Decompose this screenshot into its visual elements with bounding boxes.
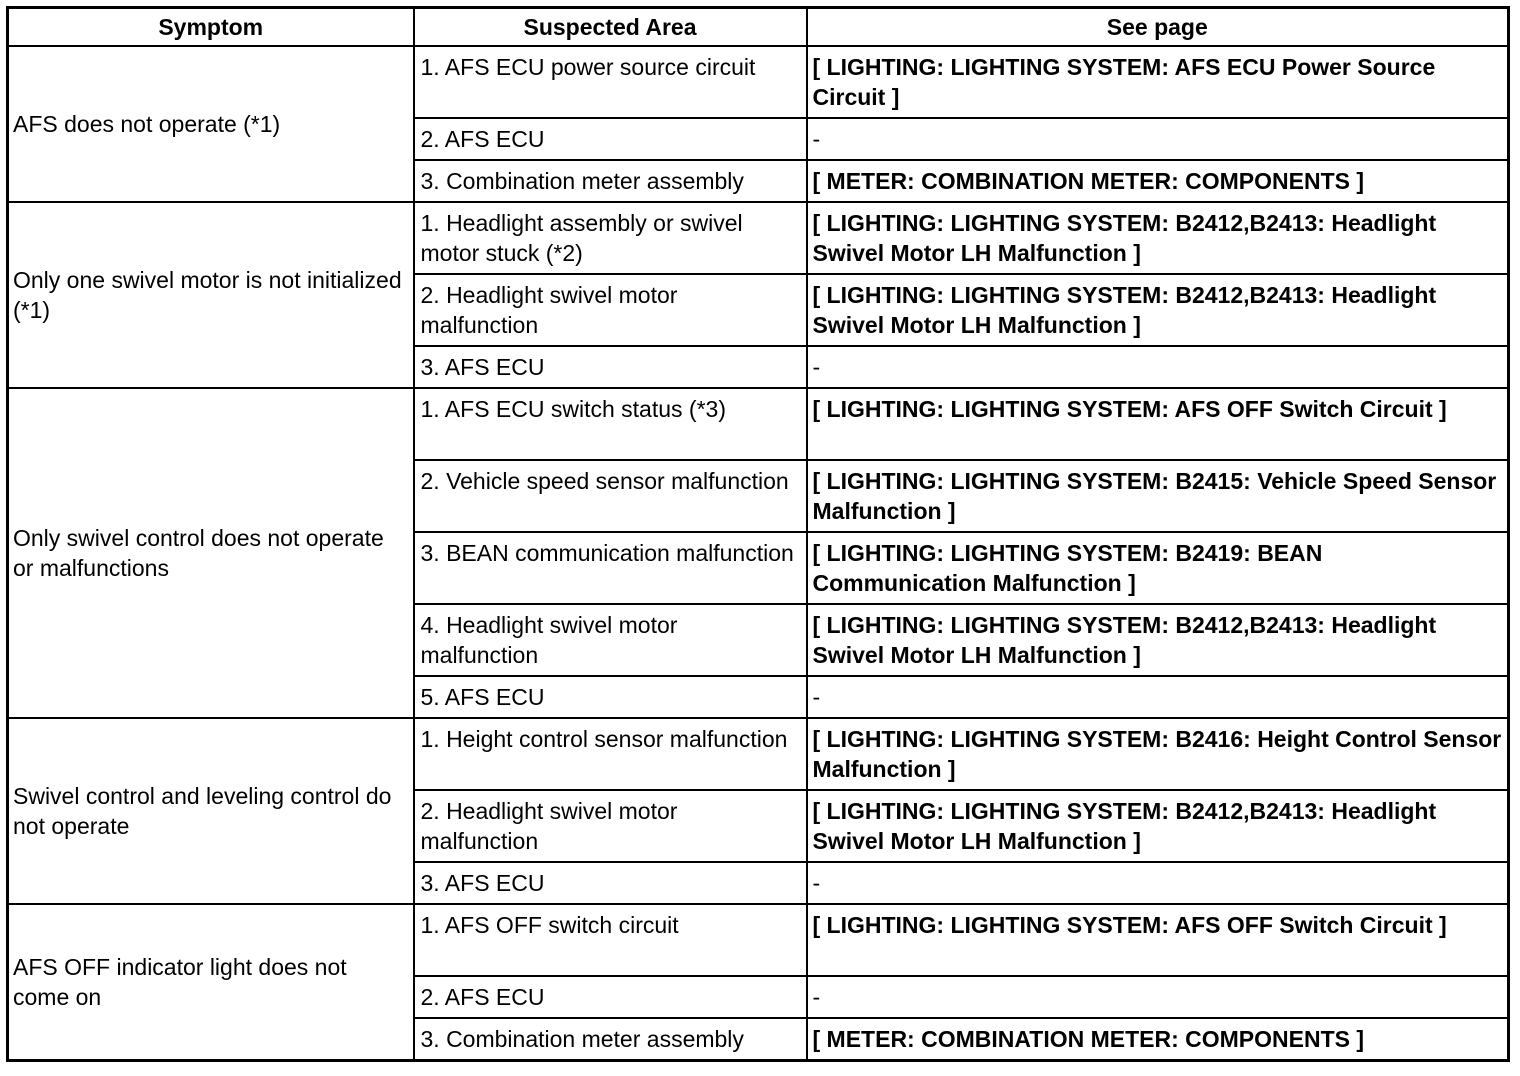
header-see-page: See page bbox=[807, 8, 1509, 47]
see-page-empty: - bbox=[807, 118, 1509, 160]
suspected-area-cell: 3. BEAN communication malfunction bbox=[414, 532, 807, 604]
suspected-area-cell: 2. AFS ECU bbox=[414, 976, 807, 1018]
symptom-cell: Swivel control and leveling control do not operate bbox=[8, 718, 414, 904]
table-header-row bbox=[8, 8, 1509, 47]
document-page bbox=[6, 6, 1507, 1062]
suspected-area-cell: 4. Headlight swivel motor malfunction bbox=[414, 604, 807, 676]
suspected-area-cell: 2. Headlight swivel motor malfunction bbox=[414, 274, 807, 346]
table-row bbox=[8, 904, 1509, 976]
see-page-link[interactable]: [ LIGHTING: LIGHTING SYSTEM: B2412,B2413: Headlight Swivel Motor LH Malfunction ] bbox=[807, 274, 1509, 346]
symptom-cell: AFS does not operate (*1) bbox=[8, 46, 414, 202]
see-page-link[interactable]: [ METER: COMBINATION METER: COMPONENTS ] bbox=[807, 1018, 1509, 1061]
suspected-area-cell: 3. Combination meter assembly bbox=[414, 160, 807, 202]
see-page-link[interactable]: [ LIGHTING: LIGHTING SYSTEM: B2416: Height Control Sensor Malfunction ] bbox=[807, 718, 1509, 790]
suspected-area-cell: 1. AFS ECU switch status (*3) bbox=[414, 388, 807, 460]
suspected-area-cell: 1. AFS OFF switch circuit bbox=[414, 904, 807, 976]
symptom-cell: AFS OFF indicator light does not come on bbox=[8, 904, 414, 1061]
suspected-area-cell: 3. AFS ECU bbox=[414, 862, 807, 904]
suspected-area-cell: 2. Headlight swivel motor malfunction bbox=[414, 790, 807, 862]
suspected-area-cell: 1. Height control sensor malfunction bbox=[414, 718, 807, 790]
suspected-area-cell: 1. AFS ECU power source circuit bbox=[414, 46, 807, 118]
suspected-area-cell: 3. AFS ECU bbox=[414, 346, 807, 388]
see-page-empty: - bbox=[807, 862, 1509, 904]
suspected-area-cell: 2. AFS ECU bbox=[414, 118, 807, 160]
see-page-link[interactable]: [ LIGHTING: LIGHTING SYSTEM: AFS OFF Switch Circuit ] bbox=[807, 388, 1509, 460]
see-page-link[interactable]: [ LIGHTING: LIGHTING SYSTEM: B2419: BEAN Communication Malfunction ] bbox=[807, 532, 1509, 604]
table-row bbox=[8, 718, 1509, 790]
suspected-area-cell: 1. Headlight assembly or swivel motor stuck (*2) bbox=[414, 202, 807, 274]
see-page-link[interactable]: [ LIGHTING: LIGHTING SYSTEM: AFS OFF Switch Circuit ] bbox=[807, 904, 1509, 976]
see-page-empty: - bbox=[807, 976, 1509, 1018]
header-suspected-area: Suspected Area bbox=[414, 8, 807, 47]
symptom-cell: Only swivel control does not operate or malfunctions bbox=[8, 388, 414, 718]
header-symptom: Symptom bbox=[8, 8, 414, 47]
see-page-link[interactable]: [ LIGHTING: LIGHTING SYSTEM: B2412,B2413: Headlight Swivel Motor LH Malfunction ] bbox=[807, 790, 1509, 862]
suspected-area-cell: 5. AFS ECU bbox=[414, 676, 807, 718]
see-page-link[interactable]: [ LIGHTING: LIGHTING SYSTEM: B2412,B2413: Headlight Swivel Motor LH Malfunction ] bbox=[807, 202, 1509, 274]
table-row bbox=[8, 202, 1509, 274]
see-page-link[interactable]: [ LIGHTING: LIGHTING SYSTEM: AFS ECU Power Source Circuit ] bbox=[807, 46, 1509, 118]
see-page-empty: - bbox=[807, 676, 1509, 718]
table-row bbox=[8, 46, 1509, 118]
see-page-link[interactable]: [ LIGHTING: LIGHTING SYSTEM: B2415: Vehicle Speed Sensor Malfunction ] bbox=[807, 460, 1509, 532]
suspected-area-cell: 2. Vehicle speed sensor malfunction bbox=[414, 460, 807, 532]
problem-symptoms-table bbox=[6, 6, 1510, 1062]
see-page-link[interactable]: [ METER: COMBINATION METER: COMPONENTS ] bbox=[807, 160, 1509, 202]
see-page-empty: - bbox=[807, 346, 1509, 388]
suspected-area-cell: 3. Combination meter assembly bbox=[414, 1018, 807, 1061]
table-row bbox=[8, 388, 1509, 460]
see-page-link[interactable]: [ LIGHTING: LIGHTING SYSTEM: B2412,B2413: Headlight Swivel Motor LH Malfunction ] bbox=[807, 604, 1509, 676]
symptom-cell: Only one swivel motor is not initialized (*1) bbox=[8, 202, 414, 388]
